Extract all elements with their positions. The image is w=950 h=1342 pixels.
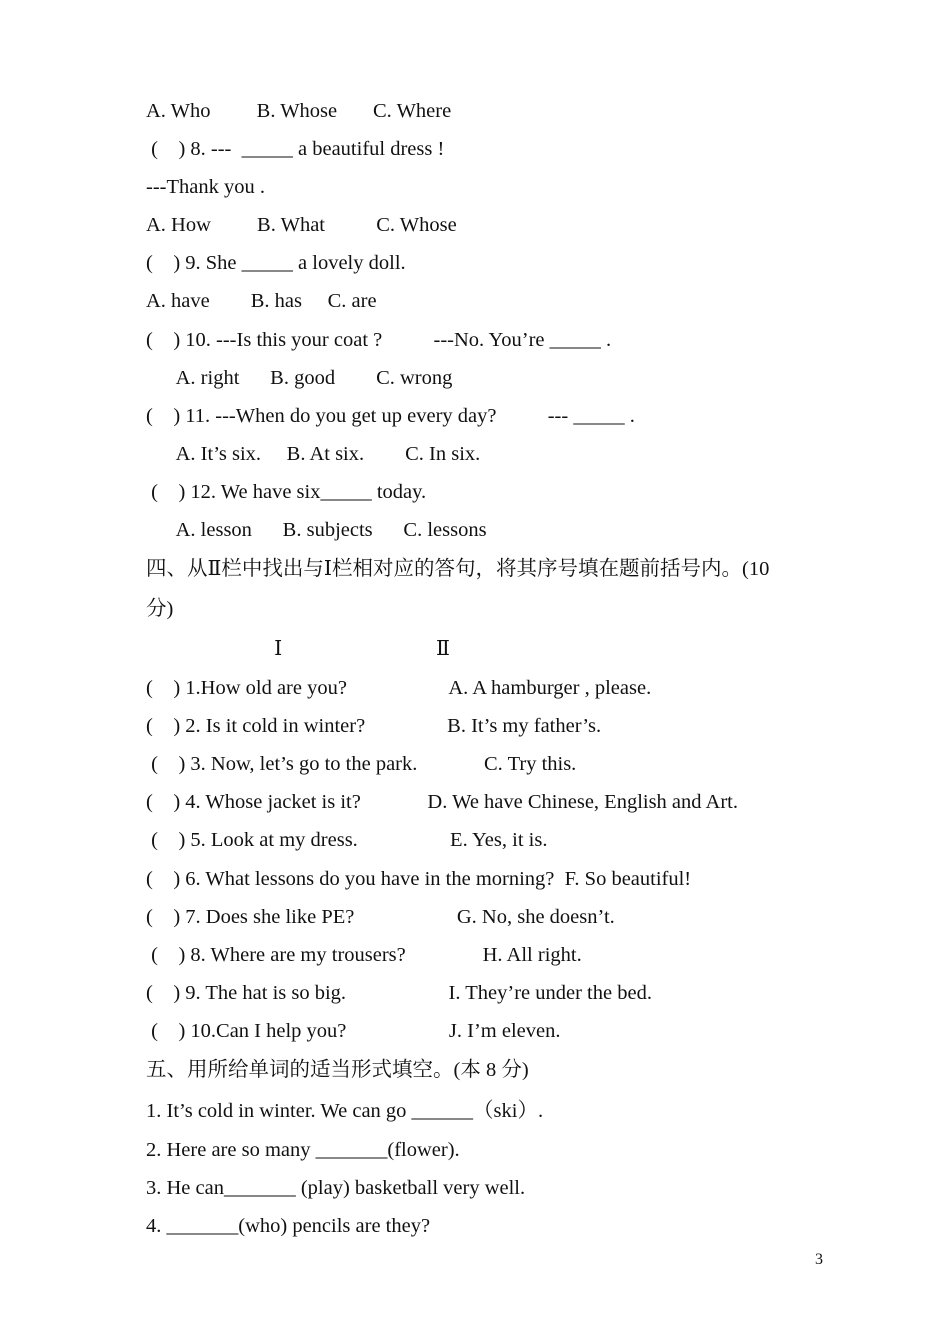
option-line: A. have B. has C. are [146,290,377,312]
fill-blank-line: 3. He can_______ (play) basketball very well. [146,1177,526,1199]
question-line: ( ) 11. ---When do you get up every day? --- _____ . [146,405,635,427]
section-heading: 四、从Ⅱ栏中找出与Ⅰ栏相对应的答句，将其序号填在题前括号内。(10 [146,558,770,580]
match-row: ( ) 8. Where are my trousers? H. All right. [146,944,582,966]
question-line: ( ) 10. ---Is this your coat ? ---No. You’re _____ . [146,329,612,351]
fill-blank-line: 1. It’s cold in winter. We can go ______（ski）. [146,1100,544,1122]
option-line: A. right B. good C. wrong [146,367,453,389]
match-row: ( ) 3. Now, let’s go to the park. C. Try this. [146,753,577,775]
question-line: ( ) 8. --- _____ a beautiful dress ! [146,138,445,160]
match-row: ( ) 4. Whose jacket is it? D. We have Chinese, English and Art. [146,791,738,813]
match-row: ( ) 7. Does she like PE? G. No, she doesn’t. [146,906,615,928]
option-line: A. It’s six. B. At six. C. In six. [146,443,481,465]
match-row: ( ) 2. Is it cold in winter? B. It’s my father’s. [146,715,602,737]
option-line: A. How B. What C. Whose [146,214,457,236]
section-heading: 五、用所给单词的适当形式填空。(本 8 分) [146,1059,529,1081]
match-row: ( ) 1.How old are you? A. A hamburger , please. [146,677,652,699]
question-line: ( ) 12. We have six_____ today. [146,481,427,503]
section-heading-cont: 分) [146,598,174,620]
fill-blank-line: 2. Here are so many _______(flower). [146,1139,460,1161]
option-line: A. lesson B. subjects C. lessons [146,519,487,541]
fill-blank-line: 4. _______(who) pencils are they? [146,1215,431,1237]
question-line: ( ) 9. She _____ a lovely doll. [146,252,406,274]
match-row: ( ) 6. What lessons do you have in the morning? F. So beautiful! [146,868,692,890]
page-number: 3 [815,1251,823,1268]
column-headers: Ⅰ Ⅱ [146,638,450,660]
match-row: ( ) 10.Can I help you? J. I’m eleven. [146,1020,561,1042]
option-line: A. Who B. Whose C. Where [146,100,452,122]
match-row: ( ) 5. Look at my dress. E. Yes, it is. [146,829,548,851]
match-row: ( ) 9. The hat is so big. I. They’re under the bed. [146,982,652,1004]
answer-line: ---Thank you . [146,176,265,198]
